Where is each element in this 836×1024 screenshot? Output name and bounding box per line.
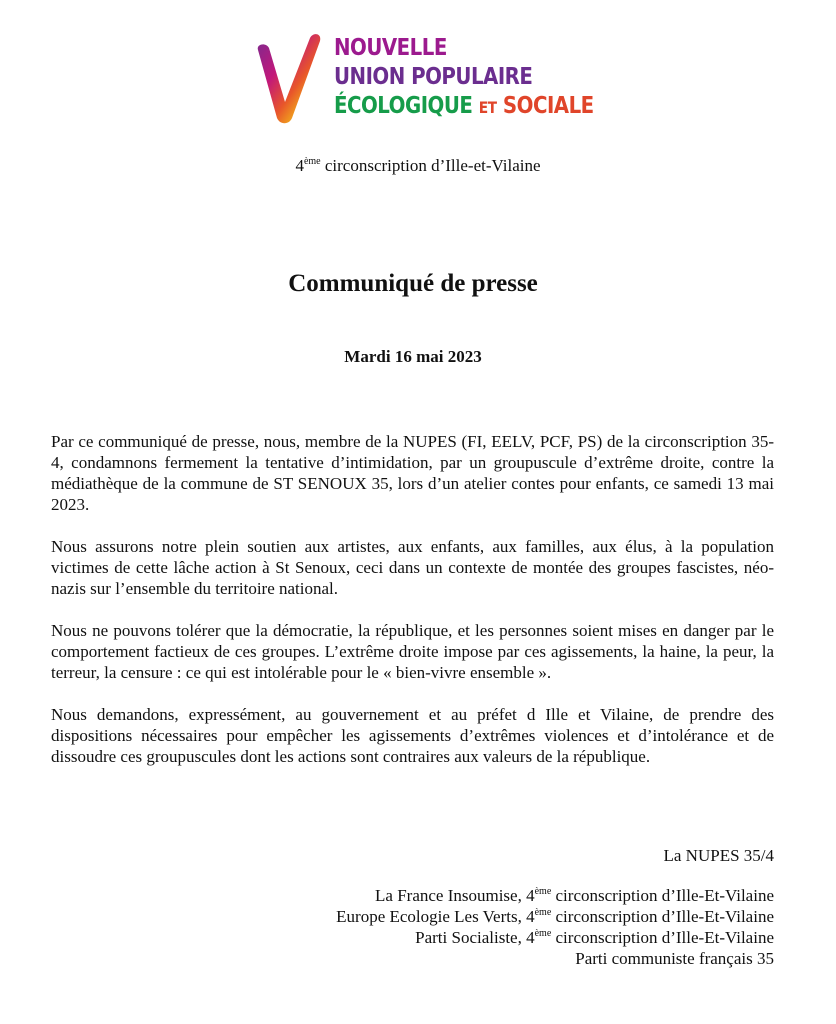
logo-line-3b: ET — [478, 98, 497, 117]
signature-main: La NUPES 35/4 — [663, 846, 774, 865]
signature-org-ps: Parti Socialiste, 4ème circonscription d’Ille-Et-Vilaine — [415, 928, 774, 947]
paragraph-4: Nous demandons, expressément, au gouvernement et au préfet d Ille et Vilaine, de prendre des dispositions nécessaires pour empêcher les agissements d’extrêmes violences et d’intolérance et de dissoudre ces groupuscules dont les actions sont contraires aux valeurs de la république. — [51, 705, 774, 766]
circonscription-header — [0, 156, 836, 176]
circo-number: 4 — [295, 156, 304, 175]
logo-line-3a: ÉCOLOGIQUE — [334, 93, 473, 119]
page-title: Communiqué de presse — [288, 270, 538, 297]
paragraph-1: Par ce communiqué de presse, nous, membre de la NUPES (FI, EELV, PCF, PS) de la circonscription 35-4, condamnons fermement la tentative d’intimidation, par un groupuscule d’extrême droite, contre la médiathèque de la commune de ST SENOUX 35, lors d’un atelier contes pour enfants, ce samedi 13 mai 2023. — [51, 432, 774, 514]
circo-superscript: ème — [303, 156, 321, 167]
v-logo-icon — [252, 30, 332, 126]
signature-org-eelv: Europe Ecologie Les Verts, 4ème circonscription d’Ille-Et-Vilaine — [336, 907, 774, 926]
nupes-logo — [252, 30, 594, 128]
paragraph-2: Nous assurons notre plein soutien aux artistes, aux enfants, aux familles, aux élus, à la population victimes de cette lâche action à St Senoux, ceci dans un contexte de montée des groupes fascistes, néo-nazis sur l’ensemble du territoire national. — [51, 537, 774, 598]
logo-line-3c: SOCIALE — [502, 93, 594, 119]
paragraph-3: Nous ne pouvons tolérer que la démocratie, la république, et les personnes soient mises en danger par le comportement factieux de ces groupes. L’extrême droite impose par ces agissements, la haine, la peur, la terreur, la censure : ce qui est intolérable pour le « bien-vivre ensemble ». — [51, 621, 774, 682]
circo-text: circonscription d’Ille-et-Vilaine — [320, 156, 541, 175]
signature-org-pcf: Parti communiste français 35 — [575, 949, 774, 968]
signature-orgs — [174, 885, 774, 969]
logo-line-1: NOUVELLE — [334, 35, 447, 61]
signature-org-fi: La France Insoumise, 4ème circonscription d’Ille-Et-Vilaine — [375, 886, 774, 905]
logo-line-2: UNION POPULAIRE — [334, 64, 533, 90]
press-body — [51, 431, 774, 788]
press-date: Mardi 16 mai 2023 — [344, 347, 482, 366]
